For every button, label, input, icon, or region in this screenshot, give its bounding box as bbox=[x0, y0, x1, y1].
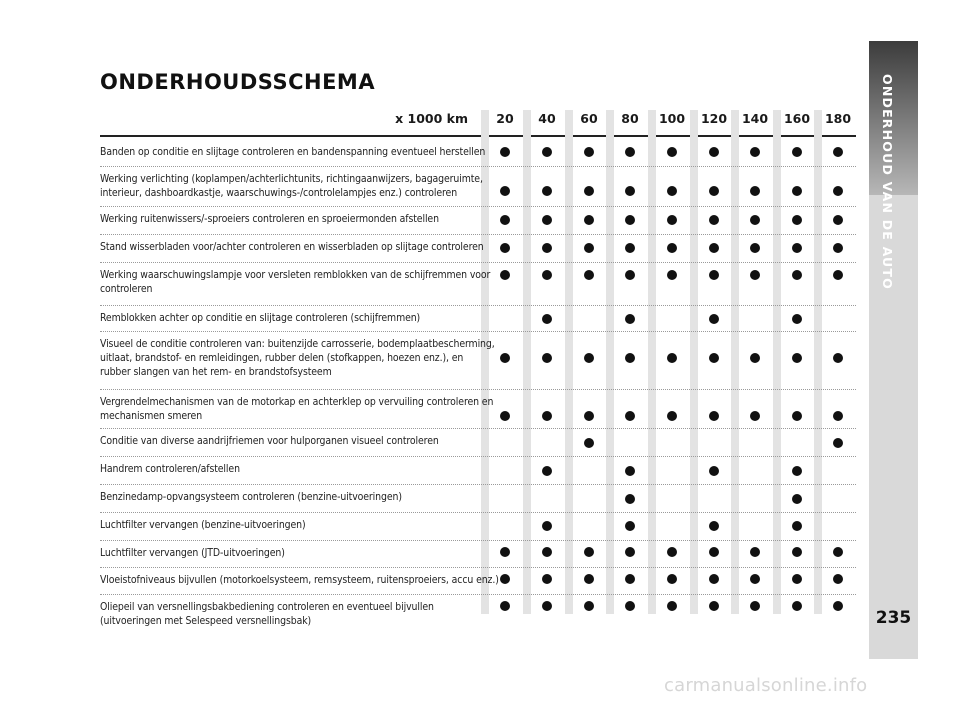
check-dot-icon bbox=[500, 243, 510, 253]
check-dot-icon bbox=[709, 521, 719, 531]
check-dot-icon bbox=[542, 521, 552, 531]
task-text-line: controleren bbox=[100, 283, 153, 295]
section-title: ONDERHOUD VAN DE AUTO bbox=[880, 74, 895, 290]
check-dot-icon bbox=[833, 574, 843, 584]
row-divider bbox=[100, 512, 856, 513]
check-dot-icon bbox=[625, 270, 635, 280]
check-dot-icon bbox=[750, 186, 760, 196]
column-stripe bbox=[814, 110, 822, 614]
maintenance-task bbox=[100, 172, 485, 200]
task-text-line: Benzinedamp-opvangsysteem controleren (benzine-uitvoeringen) bbox=[100, 491, 402, 503]
km-unit-label: x 1000 km bbox=[395, 111, 468, 126]
check-dot-icon bbox=[709, 411, 719, 421]
task-text-line: Vergrendelmechanismen van de motorkap en achterklep op vervuiling controleren en bbox=[100, 396, 494, 408]
task-text-line: Conditie van diverse aandrijfriemen voor hulporganen visueel controleren bbox=[100, 435, 439, 447]
check-dot-icon bbox=[625, 466, 635, 476]
row-divider bbox=[100, 456, 856, 457]
check-dot-icon bbox=[584, 353, 594, 363]
task-text-line: Banden op conditie en slijtage controleren en bandenspanning eventueel herstellen bbox=[100, 146, 486, 158]
check-dot-icon bbox=[542, 547, 552, 557]
check-dot-icon bbox=[542, 186, 552, 196]
column-stripe bbox=[773, 110, 781, 614]
km-column-header: 180 bbox=[824, 111, 852, 126]
check-dot-icon bbox=[792, 353, 802, 363]
check-dot-icon bbox=[709, 601, 719, 611]
task-text-line: Stand wisserbladen voor/achter controleren en wisserbladen op slijtage controleren bbox=[100, 241, 484, 253]
check-dot-icon bbox=[709, 466, 719, 476]
check-dot-icon bbox=[750, 411, 760, 421]
maintenance-task bbox=[100, 462, 485, 476]
check-dot-icon bbox=[792, 215, 802, 225]
row-divider bbox=[100, 206, 856, 207]
check-dot-icon bbox=[667, 353, 677, 363]
check-dot-icon bbox=[542, 353, 552, 363]
check-dot-icon bbox=[625, 186, 635, 196]
column-stripe bbox=[523, 110, 531, 614]
check-dot-icon bbox=[667, 270, 677, 280]
check-dot-icon bbox=[792, 186, 802, 196]
column-stripe bbox=[565, 110, 573, 614]
check-dot-icon bbox=[584, 547, 594, 557]
task-text-line: Werking ruitenwissers/-sproeiers controleren en sproeiermonden afstellen bbox=[100, 213, 439, 225]
check-dot-icon bbox=[667, 411, 677, 421]
watermark: carmanualsonline.info bbox=[664, 675, 868, 696]
task-text-line: uitlaat, brandstof- en remleidingen, rubber delen (stofkappen, hoezen enz.), en bbox=[100, 352, 464, 364]
check-dot-icon bbox=[584, 574, 594, 584]
check-dot-icon bbox=[792, 494, 802, 504]
check-dot-icon bbox=[750, 147, 760, 157]
check-dot-icon bbox=[500, 574, 510, 584]
check-dot-icon bbox=[709, 574, 719, 584]
task-text-line: Luchtfilter vervangen (benzine-uitvoeringen) bbox=[100, 519, 306, 531]
column-stripe bbox=[690, 110, 698, 614]
km-column-header: 60 bbox=[580, 111, 598, 126]
check-dot-icon bbox=[625, 215, 635, 225]
row-divider bbox=[100, 305, 856, 306]
check-dot-icon bbox=[792, 466, 802, 476]
check-dot-icon bbox=[750, 353, 760, 363]
check-dot-icon bbox=[584, 243, 594, 253]
km-column-header: 80 bbox=[621, 111, 639, 126]
column-stripe bbox=[606, 110, 614, 614]
check-dot-icon bbox=[833, 601, 843, 611]
row-divider bbox=[100, 594, 856, 595]
check-dot-icon bbox=[667, 601, 677, 611]
row-divider bbox=[100, 389, 856, 390]
check-dot-icon bbox=[833, 243, 843, 253]
check-dot-icon bbox=[709, 186, 719, 196]
check-dot-icon bbox=[542, 574, 552, 584]
maintenance-task bbox=[100, 600, 485, 628]
check-dot-icon bbox=[750, 270, 760, 280]
check-dot-icon bbox=[625, 521, 635, 531]
check-dot-icon bbox=[667, 574, 677, 584]
check-dot-icon bbox=[833, 147, 843, 157]
check-dot-icon bbox=[750, 547, 760, 557]
task-text-line: Luchtfilter vervangen (JTD-uitvoeringen) bbox=[100, 547, 285, 559]
check-dot-icon bbox=[625, 411, 635, 421]
task-text-line: Oliepeil van versnellingsbakbediening controleren en eventueel bijvullen bbox=[100, 601, 434, 613]
check-dot-icon bbox=[792, 547, 802, 557]
header-rule bbox=[100, 135, 856, 137]
check-dot-icon bbox=[542, 601, 552, 611]
row-divider bbox=[100, 262, 856, 263]
km-column-header: 20 bbox=[496, 111, 514, 126]
check-dot-icon bbox=[667, 186, 677, 196]
maintenance-task bbox=[100, 268, 491, 296]
km-column-header: 120 bbox=[700, 111, 728, 126]
check-dot-icon bbox=[667, 147, 677, 157]
maintenance-task bbox=[100, 212, 485, 226]
check-dot-icon bbox=[584, 186, 594, 196]
check-dot-icon bbox=[833, 411, 843, 421]
check-dot-icon bbox=[709, 353, 719, 363]
check-dot-icon bbox=[750, 601, 760, 611]
row-divider bbox=[100, 166, 856, 167]
check-dot-icon bbox=[625, 314, 635, 324]
maintenance-task bbox=[100, 311, 485, 325]
check-dot-icon bbox=[792, 270, 802, 280]
check-dot-icon bbox=[500, 547, 510, 557]
row-divider bbox=[100, 484, 856, 485]
check-dot-icon bbox=[833, 215, 843, 225]
check-dot-icon bbox=[625, 574, 635, 584]
row-divider bbox=[100, 234, 856, 235]
check-dot-icon bbox=[833, 270, 843, 280]
check-dot-icon bbox=[584, 601, 594, 611]
check-dot-icon bbox=[709, 243, 719, 253]
check-dot-icon bbox=[750, 574, 760, 584]
check-dot-icon bbox=[709, 547, 719, 557]
column-stripe bbox=[648, 110, 656, 614]
check-dot-icon bbox=[833, 186, 843, 196]
km-column-header: 40 bbox=[538, 111, 556, 126]
check-dot-icon bbox=[833, 353, 843, 363]
check-dot-icon bbox=[500, 601, 510, 611]
task-text-line: (uitvoeringen met Selespeed versnellingsbak) bbox=[100, 615, 312, 627]
check-dot-icon bbox=[833, 547, 843, 557]
check-dot-icon bbox=[667, 243, 677, 253]
check-dot-icon bbox=[792, 574, 802, 584]
row-divider bbox=[100, 428, 856, 429]
page-title: ONDERHOUDSSCHEMA bbox=[100, 70, 376, 94]
check-dot-icon bbox=[542, 147, 552, 157]
check-dot-icon bbox=[792, 601, 802, 611]
check-dot-icon bbox=[500, 411, 510, 421]
check-dot-icon bbox=[625, 147, 635, 157]
column-stripe bbox=[731, 110, 739, 614]
maintenance-task bbox=[100, 434, 485, 448]
check-dot-icon bbox=[500, 353, 510, 363]
check-dot-icon bbox=[792, 147, 802, 157]
row-divider bbox=[100, 540, 856, 541]
maintenance-task bbox=[100, 395, 494, 423]
check-dot-icon bbox=[584, 270, 594, 280]
task-text-line: Remblokken achter op conditie en slijtage controleren (schijfremmen) bbox=[100, 312, 421, 324]
km-column-header: 160 bbox=[783, 111, 811, 126]
check-dot-icon bbox=[709, 314, 719, 324]
check-dot-icon bbox=[709, 147, 719, 157]
km-column-header: 100 bbox=[658, 111, 686, 126]
check-dot-icon bbox=[584, 438, 594, 448]
task-text-line: Handrem controleren/afstellen bbox=[100, 463, 240, 475]
check-dot-icon bbox=[625, 494, 635, 504]
check-dot-icon bbox=[709, 270, 719, 280]
check-dot-icon bbox=[792, 314, 802, 324]
check-dot-icon bbox=[792, 411, 802, 421]
task-text-line: Visueel de conditie controleren van: buitenzijde carrosserie, bodemplaatbescherming, bbox=[100, 338, 495, 350]
task-text-line: Werking verlichting (koplampen/achterlichtunits, richtingaanwijzers, bagageruimte, bbox=[100, 173, 483, 185]
check-dot-icon bbox=[584, 411, 594, 421]
check-dot-icon bbox=[542, 466, 552, 476]
check-dot-icon bbox=[542, 314, 552, 324]
check-dot-icon bbox=[584, 147, 594, 157]
check-dot-icon bbox=[625, 601, 635, 611]
check-dot-icon bbox=[667, 215, 677, 225]
check-dot-icon bbox=[542, 411, 552, 421]
km-column-header: 140 bbox=[741, 111, 769, 126]
row-divider bbox=[100, 567, 856, 568]
check-dot-icon bbox=[833, 438, 843, 448]
check-dot-icon bbox=[542, 215, 552, 225]
check-dot-icon bbox=[625, 547, 635, 557]
task-text-line: interieur, dashboardkastje, waarschuwings-/controlelampjes enz.) controleren bbox=[100, 187, 458, 199]
check-dot-icon bbox=[792, 243, 802, 253]
check-dot-icon bbox=[500, 186, 510, 196]
maintenance-task bbox=[100, 518, 485, 532]
check-dot-icon bbox=[625, 243, 635, 253]
maintenance-task bbox=[100, 573, 499, 587]
check-dot-icon bbox=[584, 215, 594, 225]
check-dot-icon bbox=[792, 521, 802, 531]
check-dot-icon bbox=[500, 215, 510, 225]
maintenance-task bbox=[100, 145, 485, 159]
check-dot-icon bbox=[750, 243, 760, 253]
check-dot-icon bbox=[625, 353, 635, 363]
task-text-line: mechanismen smeren bbox=[100, 410, 203, 422]
task-text-line: rubber slangen van het rem- en brandstofsysteem bbox=[100, 366, 332, 378]
check-dot-icon bbox=[750, 215, 760, 225]
page-number: 235 bbox=[875, 608, 912, 628]
check-dot-icon bbox=[667, 547, 677, 557]
check-dot-icon bbox=[709, 215, 719, 225]
check-dot-icon bbox=[500, 147, 510, 157]
maintenance-task bbox=[100, 490, 485, 504]
maintenance-task bbox=[100, 337, 495, 379]
task-text-line: Vloeistofniveaus bijvullen (motorkoelsysteem, remsysteem, ruitensproeiers, accu enz.) bbox=[100, 574, 499, 586]
row-divider bbox=[100, 331, 856, 332]
maintenance-task bbox=[100, 240, 485, 254]
check-dot-icon bbox=[542, 243, 552, 253]
check-dot-icon bbox=[542, 270, 552, 280]
maintenance-task bbox=[100, 546, 485, 560]
check-dot-icon bbox=[500, 270, 510, 280]
task-text-line: Werking waarschuwingslampje voor versleten remblokken van de schijfremmen voor bbox=[100, 269, 491, 281]
